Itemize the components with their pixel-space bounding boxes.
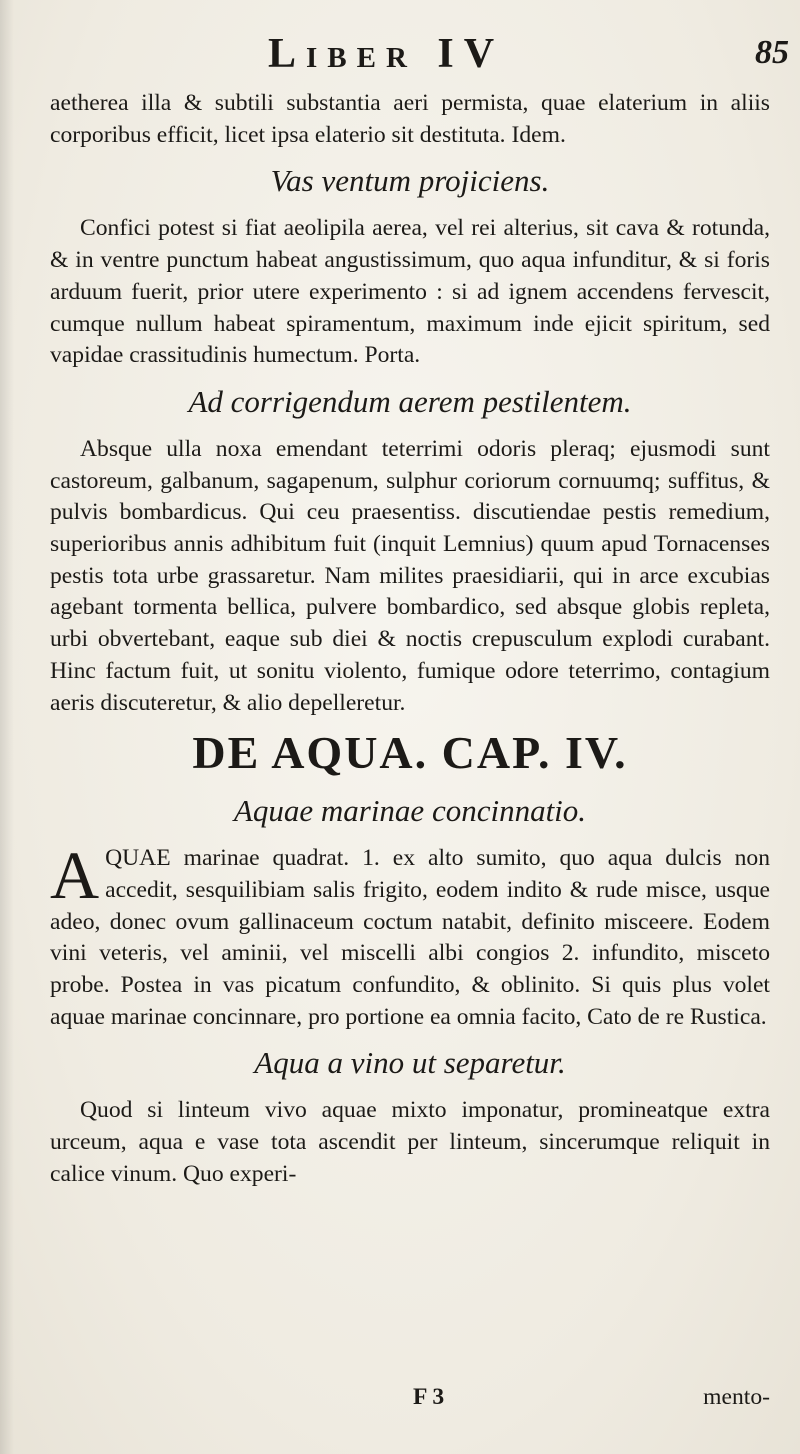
page-gutter-shadow bbox=[0, 0, 14, 1454]
section-heading-aerem-pestilentem: Ad corrigendum aerem pestilentem. bbox=[188, 383, 632, 419]
body-text bbox=[50, 88, 770, 1191]
section-heading-vas-ventum: Vas ventum projiciens. bbox=[270, 163, 550, 199]
catchword: mento- bbox=[703, 1384, 770, 1410]
paragraph-continuation: aetherea illa & subtili substantia aeri permista, quae elaterium in aliis corporibus efficit, licet ipsa elaterio sit destituta. Idem. bbox=[50, 90, 770, 148]
paragraph-aeolipila: Confici potest si fiat aeolipila aerea, vel rei alterius, sit cava & rotunda, & in ventre punctum habeat angustissimum, quo aqua infunditur, & si foris arduum fuerit, prior utere experimento : si ad ignem accendens fervescit, cumque nullum habeat spiramentum, maximum inde ejicit spiritum, sed vapidae crassitudinis humectum. Porta. bbox=[50, 215, 770, 369]
page-number: 85 bbox=[755, 34, 789, 71]
footer-line bbox=[50, 1384, 770, 1416]
running-head: Liber IV bbox=[268, 31, 505, 77]
drop-initial: A bbox=[50, 837, 100, 914]
signature-mark: F 3 bbox=[413, 1384, 445, 1410]
page-header bbox=[0, 30, 800, 90]
section-heading-aqua-marina: Aquae marinae concinnatio. bbox=[233, 793, 587, 829]
paragraph-aqua-marina bbox=[50, 837, 770, 1033]
section-heading-aqua-a-vino: Aqua a vino ut separetur. bbox=[254, 1045, 566, 1081]
paragraph-pestilence-remedy: Absque ulla noxa emendant teterrimi odoris pleraq; ejusmodi sunt castoreum, galbanum, sagapenum, sulphur coriorum cornuumq; suffitus, & pulvis bombardicus. Qui ceu praesentiss. discutiendae pestis remedium, superioribus annis adhibitum fuit (inquit Lemnius) quum apud Tornacenses pestis tota urbe grassaretur. Nam milites praesidiarii, qui in arce excubias agebant tormenta bellica, pulvere bombardico, sed absque globis repleta, urbi obvertebant, eaque sub diei & noctis crepusculum explodi curabant. Hinc factum fuit, ut sonitu violento, fumique odore teterrimo, contagium aeris discuteretur, & alio depelleretur. bbox=[50, 435, 770, 716]
chapter-heading: DE AQUA. CAP. IV. bbox=[192, 727, 628, 779]
paragraph-aqua-marina-text: QUAE marinae quadrat. 1. ex alto sumito, quo aqua dulcis non accedit, sesquilibiam salis frigito, eodem indito & rude misce, usque adeo, donec ovum gallinaceum coctum natabit, definito misceere. Eodem vini veteris, vel aminii, vel miscelli albi congios 2. infundito, misceto probe. Postea in vas picatum confundito, & oblinito. Si quis plus volet aquae marinae concinnare, pro portione ea omnia facito, Cato de re Rustica. bbox=[50, 845, 770, 1030]
paragraph-aqua-a-vino: Quod si linteum vivo aquae mixto imponatur, promineatque extra urceum, aqua e vase tota ascendit per linteum, sincerumque reliquit in calice vinum. Quo experi- bbox=[50, 1097, 770, 1187]
